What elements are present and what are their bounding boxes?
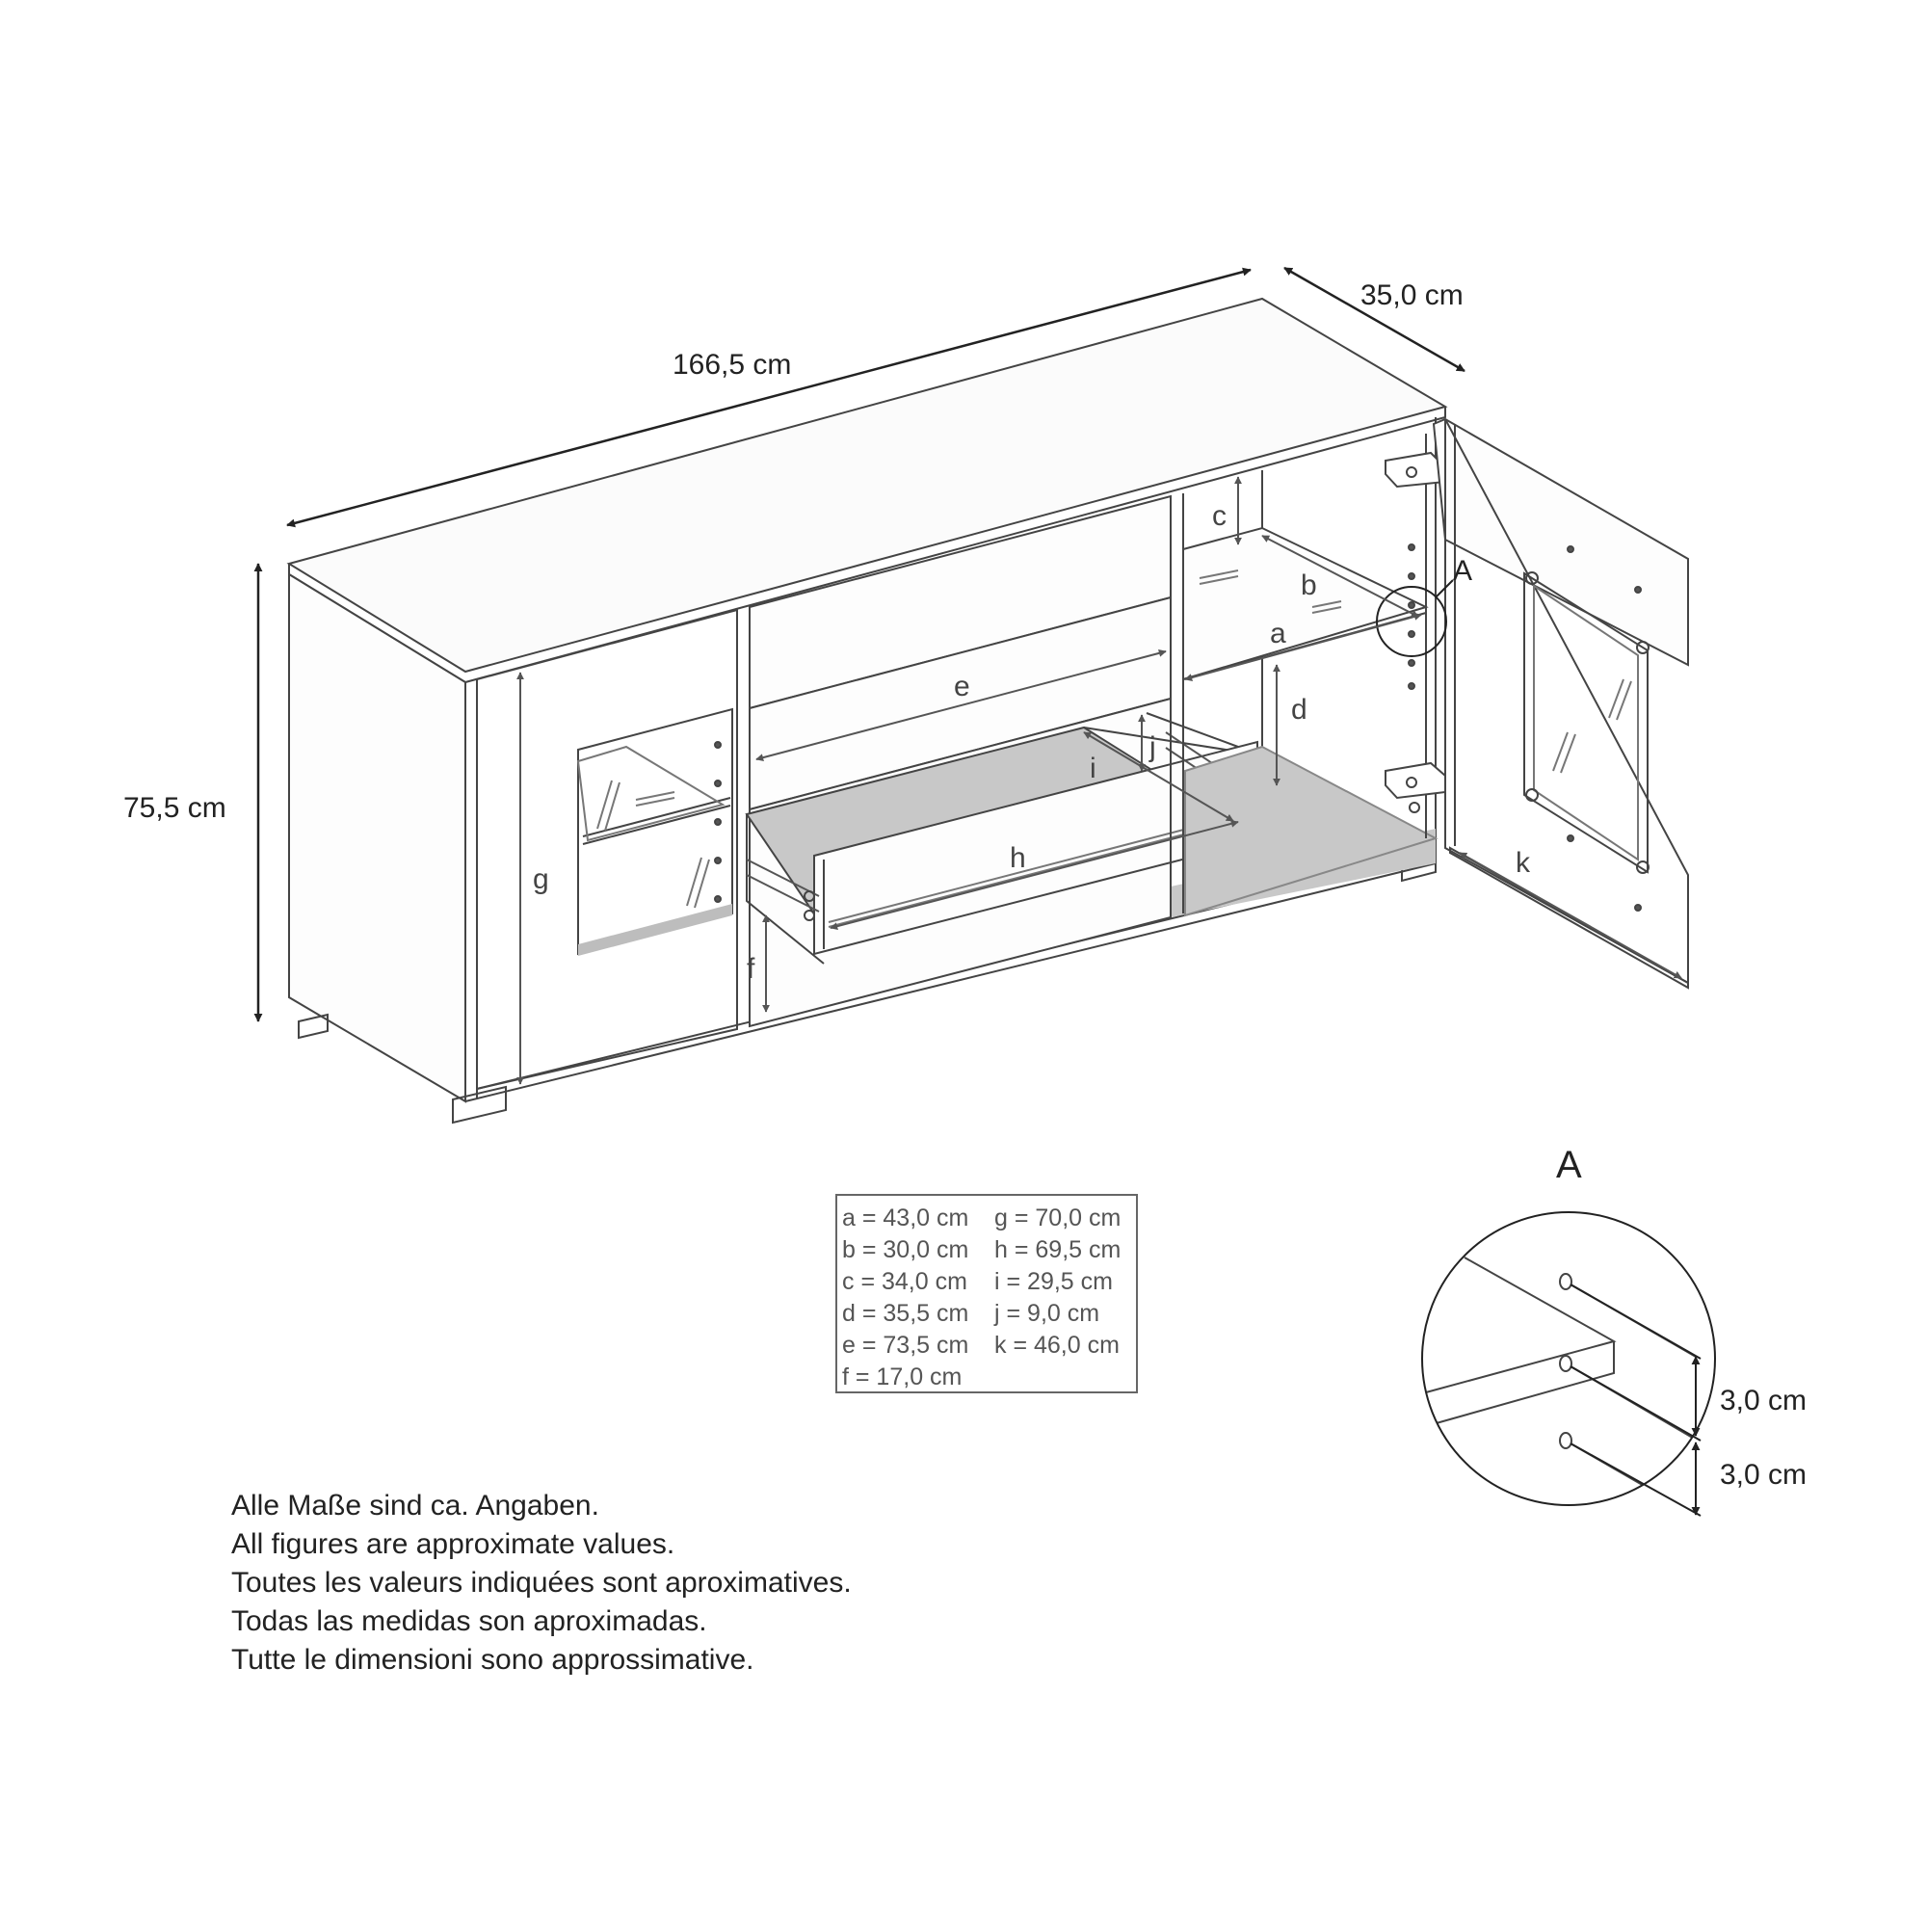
open-right-door: [1434, 419, 1688, 988]
label-k: k: [1516, 847, 1530, 879]
legend-d: d = 35,5 cm: [842, 1300, 969, 1327]
detail-title: A: [1556, 1144, 1582, 1186]
dimension-legend: [836, 1195, 1137, 1392]
legend-i: i = 29,5 cm: [994, 1268, 1113, 1295]
note-it: Tutte le dimensioni sono approssimative.: [231, 1644, 754, 1676]
legend-f: f = 17,0 cm: [842, 1363, 963, 1390]
spacing-bottom-label: 3,0 cm: [1720, 1459, 1808, 1491]
legend-j: j = 9,0 cm: [994, 1300, 1100, 1327]
legend-k: k = 46,0 cm: [994, 1332, 1120, 1359]
legend-c: c = 34,0 cm: [842, 1268, 967, 1295]
legend-e: e = 73,5 cm: [842, 1332, 969, 1359]
detail-a: [1422, 1144, 1807, 1516]
label-f: f: [747, 953, 755, 985]
height-label: 75,5 cm: [123, 792, 226, 824]
label-j: j: [1149, 731, 1156, 763]
note-de: Alle Maße sind ca. Angaben.: [231, 1490, 599, 1522]
label-i: i: [1090, 753, 1096, 784]
label-g: g: [533, 863, 549, 895]
note-fr: Toutes les valeurs indiquées sont aproximatives.: [231, 1567, 852, 1599]
approximate-values-notes: [231, 1490, 852, 1676]
legend-g: g = 70,0 cm: [994, 1204, 1122, 1231]
legend-h: h = 69,5 cm: [994, 1236, 1122, 1263]
label-c: c: [1212, 500, 1227, 532]
note-es: Todas las medidas son aproximadas.: [231, 1605, 707, 1637]
label-h: h: [1010, 842, 1026, 874]
note-en: All figures are approximate values.: [231, 1528, 675, 1560]
spacing-top-label: 3,0 cm: [1720, 1385, 1808, 1416]
label-a: a: [1270, 618, 1286, 649]
label-b: b: [1301, 569, 1317, 601]
left-glass-door: [477, 607, 750, 1089]
label-d: d: [1291, 694, 1307, 726]
label-e: e: [954, 671, 970, 702]
depth-label: 35,0 cm: [1360, 279, 1464, 311]
width-label: 166,5 cm: [673, 349, 792, 381]
legend-b: b = 30,0 cm: [842, 1236, 969, 1263]
legend-a: a = 43,0 cm: [842, 1204, 969, 1231]
detail-marker-label: A: [1453, 555, 1473, 587]
